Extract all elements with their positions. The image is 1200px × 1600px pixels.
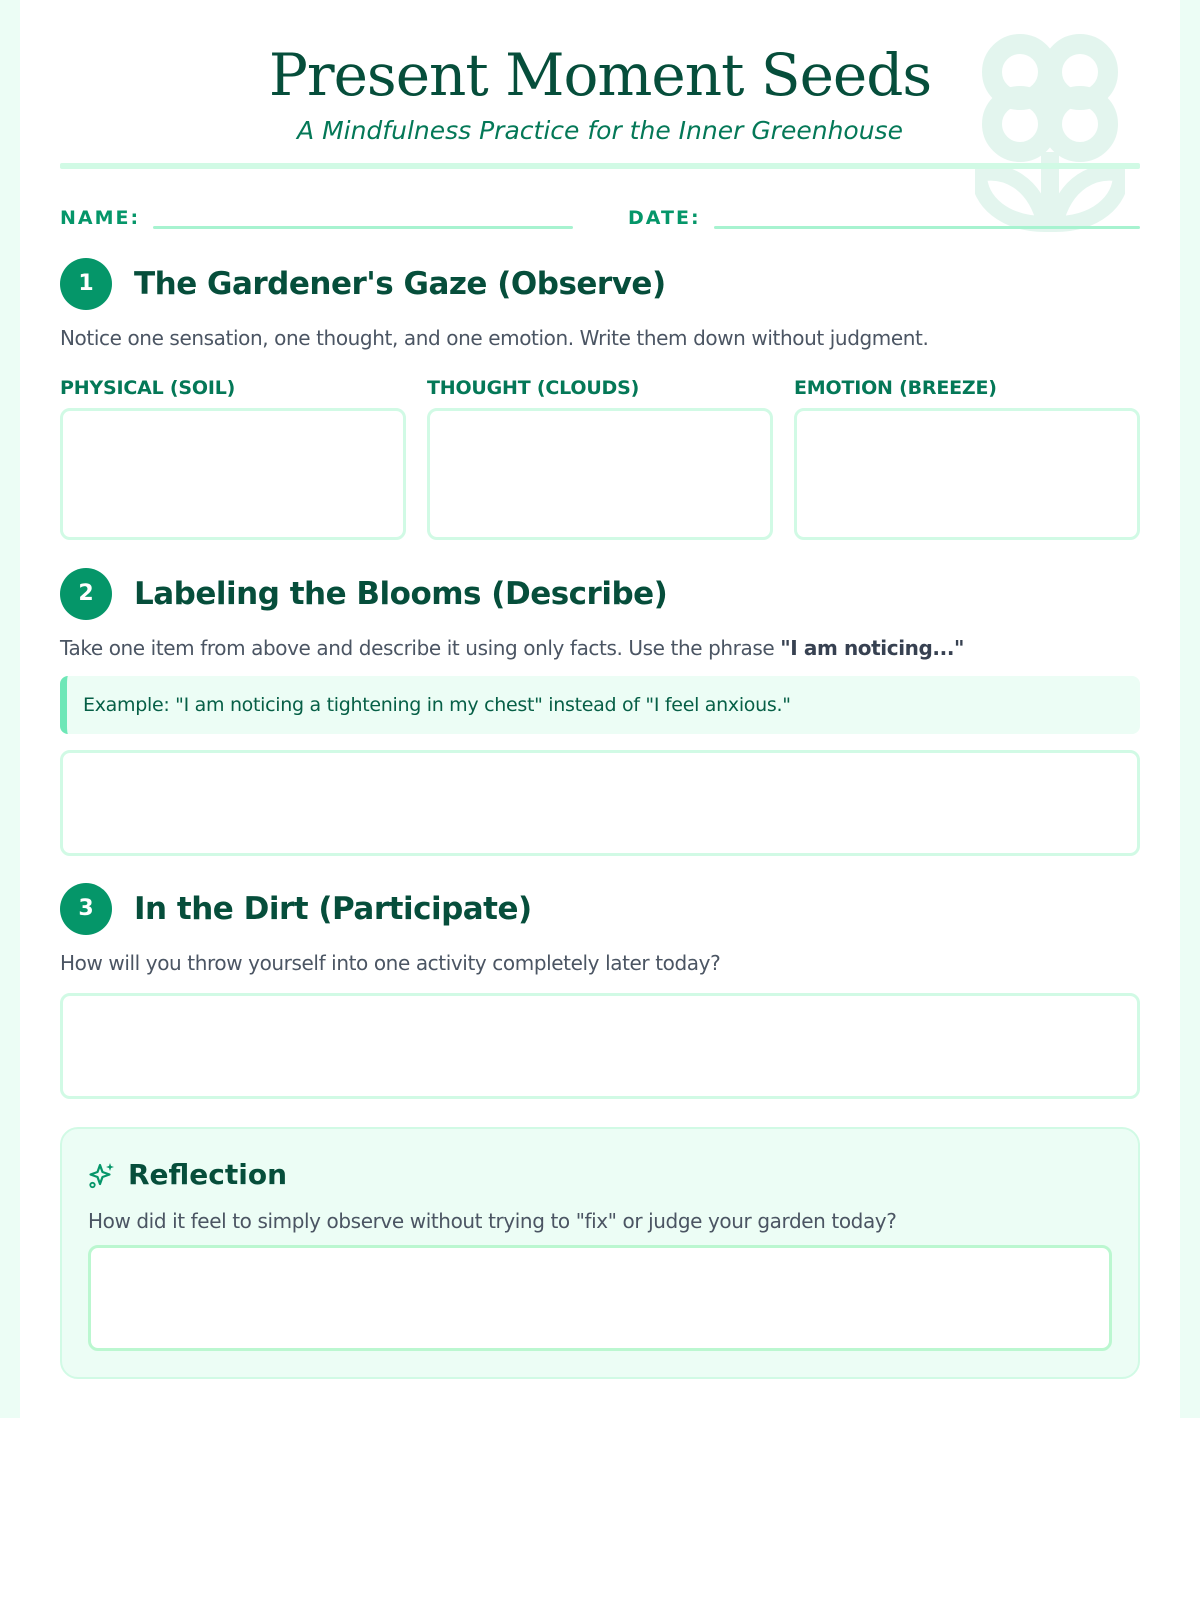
step-badge: 3 bbox=[60, 883, 112, 935]
column-label-emotion: EMOTION (BREEZE) bbox=[794, 377, 997, 399]
column-label-physical: PHYSICAL (SOIL) bbox=[60, 377, 236, 399]
name-field[interactable] bbox=[153, 226, 573, 229]
section-title: The Gardener's Gaze (Observe) bbox=[134, 266, 666, 302]
page-title: Present Moment Seeds bbox=[268, 41, 932, 109]
section-instruction: Notice one sensation, one thought, and one emotion. Write them down without judgment. bbox=[60, 326, 929, 350]
reflection-panel bbox=[60, 1127, 1140, 1379]
date-label: DATE: bbox=[628, 207, 701, 229]
physical-input-box[interactable] bbox=[60, 408, 406, 540]
header-divider bbox=[60, 163, 1140, 169]
worksheet bbox=[20, 0, 1180, 1418]
column-label-thought: THOUGHT (CLOUDS) bbox=[427, 377, 640, 399]
instruction-text: Take one item from above and describe it using only facts. Use the phrase bbox=[60, 636, 775, 660]
step-badge: 1 bbox=[60, 258, 112, 310]
sparkle-icon bbox=[88, 1161, 116, 1189]
instruction-emphasis: "I am noticing..." bbox=[780, 636, 965, 660]
example-callout: Example: "I am noticing a tightening in my chest" instead of "I feel anxious." bbox=[60, 676, 1140, 734]
participate-input-box[interactable] bbox=[60, 993, 1140, 1099]
reflection-input-box[interactable] bbox=[88, 1245, 1112, 1351]
date-field[interactable] bbox=[714, 226, 1140, 229]
name-label: NAME: bbox=[60, 207, 141, 229]
section-title: In the Dirt (Participate) bbox=[134, 891, 532, 927]
thought-input-box[interactable] bbox=[427, 408, 773, 540]
reflection-title: Reflection bbox=[128, 1158, 288, 1191]
describe-input-box[interactable] bbox=[60, 750, 1140, 856]
page-subtitle: A Mindfulness Practice for the Inner Greenhouse bbox=[297, 116, 903, 145]
section-title: Labeling the Blooms (Describe) bbox=[134, 576, 668, 612]
step-badge: 2 bbox=[60, 568, 112, 620]
emotion-input-box[interactable] bbox=[794, 408, 1140, 540]
section-instruction: How will you throw yourself into one activity completely later today? bbox=[60, 951, 721, 975]
section-instruction bbox=[60, 634, 964, 662]
reflection-prompt: How did it feel to simply observe without trying to "fix" or judge your garden today? bbox=[88, 1209, 897, 1233]
